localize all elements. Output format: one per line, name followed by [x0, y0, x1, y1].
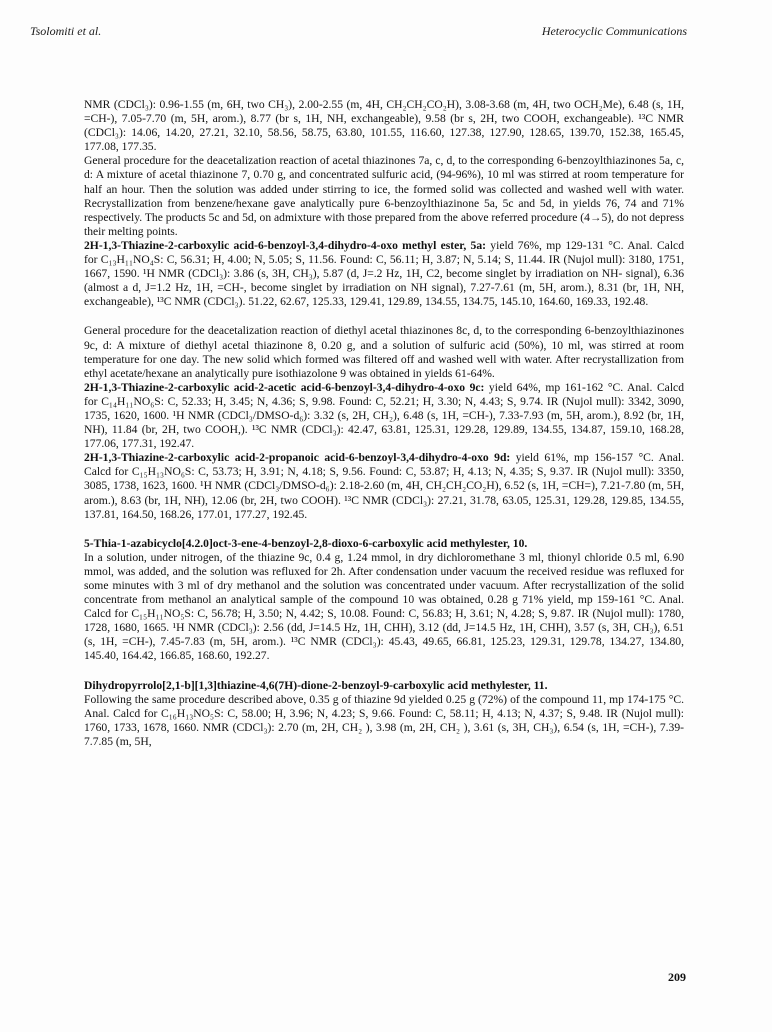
- paragraph-deacetalization-7: General procedure for the deacetalization reaction of acetal thiazinones 7a, c, d, to the corresponding 6-benzoylthiazinones 5a, c, d: A mixture of acetal thiazinone 7, 0.70 g, and concentrated sulfuric acid, (94-96%), 10 ml was stirred at room temperature for half an hour. Then the solution was added under stirring to ice, the formed solid was collected and washed well with water. Recrystallization from benzene/hexane gave analytically pure 6-benzoylthiazinone 5a, 5c and 5d, in yields 76, 74 and 71% respectively. The products 5c and 5d, on admixture with those prepared from the above referred procedure (4→5), do not depress their melting points.: [84, 154, 684, 238]
- page-number: 209: [668, 970, 686, 984]
- compound-5a-title: 2H-1,3-Thiazine-2-carboxylic acid-6-benzoyl-3,4-dihydro-4-oxo methyl ester, 5a:: [84, 238, 486, 252]
- paragraph-deacetalization-8: General procedure for the deacetalization reaction of diethyl acetal thiazinones 8c, d, to the corresponding 6-benzoylthiazinones 9c, d: A mixture of diethyl acetal thiazinone 8, 0.20 g, and a solution of sulfuric acid (50%), 10 ml, was stirred at room temperature for one day. The new solid which formed was filtered off and washed well with water. After recrystallization from ethyl acetate/hexane an analytically pure isothiazolone 9 was obtained in yields 61-64%.: [84, 324, 684, 380]
- heading-compound-10: [84, 537, 684, 551]
- compound-5a-data: yield 76%, mp 129-131 °C. Anal. Calcd for C₁₃H₁₁NO₄S: C, 56.31; H, 4.00; N, 5.05; S, 11.56. Found: C, 56.11; H, 3.87; N, 5.14; S, 11.44. IR (Nujol mull): 3180, 1751, 1667, 1590. ¹H NMR (CDCl₃): 3.86 (s, 3H, CH₃), 5.87 (d, J=.2 Hz, 1H, C2, become singlet by irradiation on NH- signal), 6.36 (almost a d, J=1.2 Hz, 1H, =CH-, become singlet by irradiation on NH signal), 7.27-7.61 (m, 5H, arom.), 8.31 (br, 1H, NH, exchangeable), ¹³C NMR (CDCl₃). 51.22, 62.67, 125.33, 129.41, 129.89, 134.55, 134.75, 145.10, 164.60, 169.33, 192.48.: [84, 238, 684, 309]
- paragraph-compound-10: In a solution, under nitrogen, of the thiazine 9c, 0.4 g, 1.24 mmol, in dry dichloromethane 3 ml, thionyl chloride 0.5 ml, 6.90 mmol, was added, and the solution was refluxed for 2h. After condensation under vacuum the received residue was refluxed for some minutes with 3 ml of dry methanol and the solution was concentrated under vacuum. After recrystallization of the solid concentrate from methanol an analytical sample of the compound 10 was obtained, 0.28 g 71% yield, mp 159-161 °C. Anal. Calcd for C₁₅H₁₁NO₅S: C, 56.78; H, 3.50; N, 4.42; S, 10.08. Found: C, 56.83; H, 3.61; N, 4.28; S, 9.87. IR (Nujol mull): 1780, 1728, 1680, 1665. ¹H NMR (CDCl₃): 2.56 (dd, J=14.5 Hz, 1H, CHH), 3.12 (dd, J=14.5 Hz, 1H, CHH), 3.57 (s, 3H, CH₃), 6.51 (s, 1H, =CH-), 7.45-7.83 (m, 5H, arom.). ¹³C NMR (CDCl₃): 45.43, 49.65, 66.81, 125.23, 129.31, 129.78, 134.27, 134.80, 145.40, 164.42, 166.85, 168.60, 192.27.: [84, 550, 684, 663]
- compound-9c-data: yield 64%, mp 161-162 °C. Anal. Calcd for C₁₄H₁₁NO₆S: C, 52.33; H, 3.45; N, 4.36; S, 9.98. Found: C, 52.21; H, 3.30; N, 4.43; S, 9.74. IR (Nujol mull): 3342, 3090, 1735, 1620, 1600. ¹H NMR (CDCl₃/DMSO-d₆): 3.32 (s, 2H, CH₂), 6.48 (s, 1H, =CH-), 7.33-7.93 (m, 5H, arom.), 8.92 (br, 1H, NH), 11.84 (br, 2H, two COOH,). ¹³C NMR (CDCl₃): 42.47, 63.81, 125.31, 129.28, 129.89, 134.55, 134.87, 159.10, 168.28, 177.06, 177.31, 192.47.: [84, 380, 684, 451]
- article-body: [84, 98, 684, 749]
- compound-9d-title: 2H-1,3-Thiazine-2-carboxylic acid-2-propanoic acid-6-benzoyl-3,4-dihydro-4-oxo 9d:: [84, 451, 511, 465]
- paragraph-nmr-continued: NMR (CDCl₃): 0.96-1.55 (m, 6H, two CH₃), 2.00-2.55 (m, 4H, CH₂CH₂CO₂H), 3.08-3.68 (m, 4H, two OCH₂Me), 6.48 (s, 1H, =CH-), 7.05-7.70 (m, 5H, arom.), 8.77 (br s, 1H, NH, exchangeable), 9.58 (br s, 2H, two COOH, exchangeable). ¹³C NMR (CDCl₃): 14.06, 14.20, 27.21, 32.10, 58.56, 58.75, 63.80, 101.55, 116.60, 127.38, 127.90, 128.65, 139.70, 152.38, 165.45, 177.08, 177.35.: [84, 98, 684, 154]
- compound-10-title: 5-Thia-1-azabicyclo[4.2.0]oct-3-ene-4-benzoyl-2,8-dioxo-6-carboxylic acid methylester, 10.: [84, 536, 528, 550]
- paragraph-compound-5a: [84, 239, 684, 309]
- compound-9c-title: 2H-1,3-Thiazine-2-carboxylic acid-2-acetic acid-6-benzoyl-3,4-dihydro-4-oxo 9c:: [84, 380, 485, 394]
- paragraph-compound-9d: [84, 451, 684, 521]
- compound-11-title: Dihydropyrrolo[2,1-b][1,3]thiazine-4,6(7H)-dione-2-benzoyl-9-carboxylic acid methylester, 11.: [84, 678, 548, 692]
- paragraph-compound-9c: [84, 381, 684, 451]
- compound-9d-data: yield 61%, mp 156-157 °C. Anal. Calcd for C₁₅H₁₃NO₆S: C, 53.73; H, 3.91; N, 4.18; S, 9.56. Found: C, 53.87; H, 4.13; N, 4.35; S, 9.37. IR (Nujol mull): 3350, 3085, 1738, 1623, 1600. ¹H NMR (CDCl₃/DMSO-d₆): 2.18-2.60 (m, 4H, CH₂CH₂CO₂H), 6.52 (s, 1H, =CH=), 7.21-7.80 (m, 5H, arom.), 8.63 (br, 1H, NH), 12.06 (br, 2H, two COOH). ¹³C NMR (CDCl₃): 27.21, 31.78, 63.05, 125.31, 129.28, 129.85, 134.55, 137.81, 164.50, 168.26, 177.01, 177.27, 192.45.: [84, 451, 684, 521]
- header-journal: Heterocyclic Communications: [541, 24, 687, 38]
- paragraph-compound-11: Following the same procedure described above, 0.35 g of thiazine 9d yielded 0.25 g (72%) of the compound 11, mp 174-175 °C. Anal. Calcd for C₁₆H₁₃NO₅S: C, 58.00; H, 3.96; N, 4.23; S, 9.66. Found: C, 58.11; H, 4.13; N, 4.37; S, 9.48. IR (Nujol mull): 1760, 1733, 1678, 1660. NMR (CDCl₃): 2.70 (m, 2H, CH₂ ), 3.98 (m, 2H, CH₂ ), 3.61 (s, 3H, CH₃), 6.54 (s, 1H, =CH-), 7.39-7.7.85 (m, 5H,: [84, 692, 684, 748]
- heading-compound-11: [84, 679, 684, 693]
- header-authors: Tsolomiti et al.: [30, 24, 102, 38]
